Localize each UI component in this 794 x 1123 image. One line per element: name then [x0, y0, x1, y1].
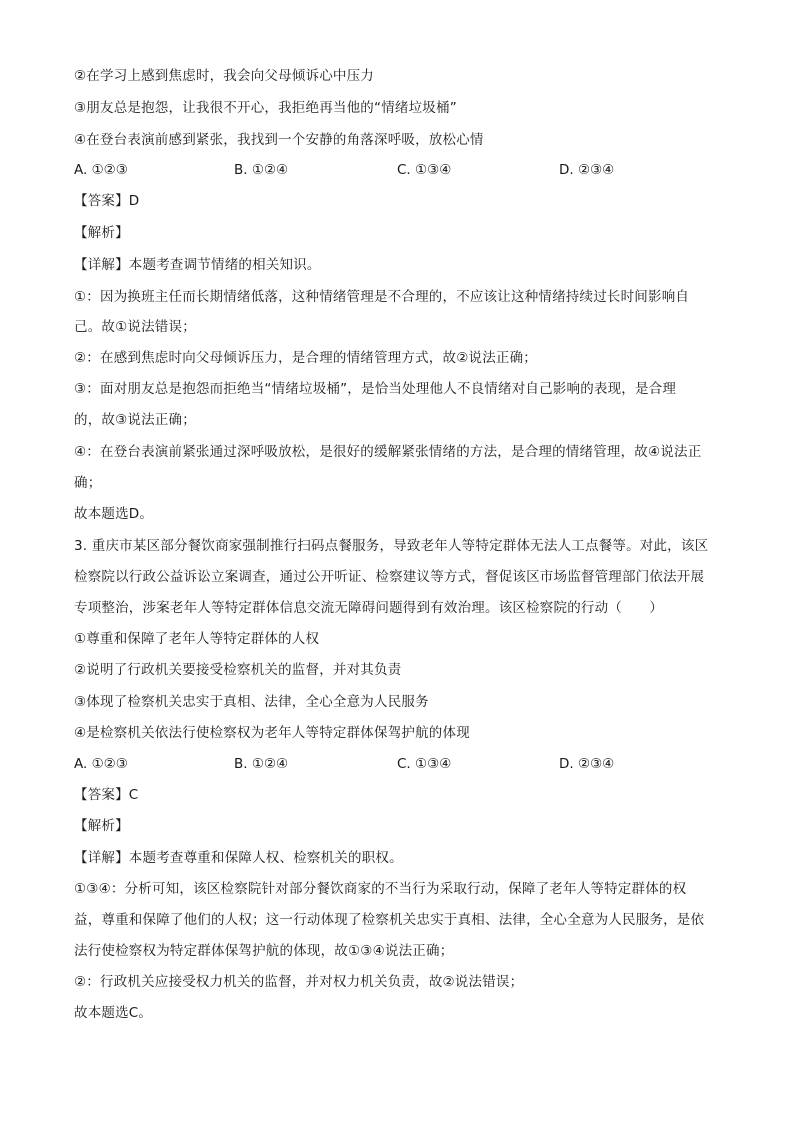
q3-item-4: ④是检察机关依法行使检察权为老年人等特定群体保驾护航的体现: [74, 725, 470, 741]
q3-item-1: ①尊重和保障了老年人等特定群体的人权: [74, 631, 320, 647]
q3-explanation-line: 法行使检察权为特定群体保驾护航的体现，故①③④说法正确；: [74, 943, 454, 959]
q2-explanation-line: 己。故①说法错误；: [74, 319, 196, 335]
q3-options: [74, 755, 734, 773]
q3-explanation-line: 【详解】本题考查尊重和保障人权、检察机关的职权。: [74, 850, 403, 866]
q3-stem-line: 检察院以行政公益诉讼立案调查，通过公开听证、检察建议等方式，督促该区市场监督管理部门依法开展: [74, 569, 705, 585]
q2-option-d: D. ②③④: [559, 162, 615, 178]
q3-explanation-line: 故本题选C。: [74, 1005, 153, 1021]
q3-analysis-label: 【解析】: [74, 818, 129, 834]
q3-stem-line: 专项整治，涉案老年人等特定群体信息交流无障碍问题得到有效治理。该区检察院的行动（ ）: [74, 600, 664, 616]
q2-explanation-line: ②：在感到焦虑时向父母倾诉压力，是合理的情绪管理方式，故②说法正确；: [74, 350, 538, 366]
q2-explanation-line: 的，故③说法正确；: [74, 412, 196, 428]
q2-option-a: A. ①②③: [74, 162, 128, 178]
q3-option-c: C. ①③④: [397, 756, 452, 772]
q2-item-3: ③朋友总是抱怨，让我很不开心，我拒绝再当他的“情绪垃圾桶”: [74, 100, 457, 116]
q3-item-2: ②说明了行政机关要接受检察机关的监督，并对其负责: [74, 662, 402, 678]
q3-option-b: B. ①②④: [234, 756, 289, 772]
q2-option-b: B. ①②④: [234, 162, 289, 178]
q2-item-4: ④在登台表演前感到紧张，我找到一个安静的角落深呼吸，放松心情: [74, 132, 484, 148]
q3-answer: 【答案】C: [74, 787, 139, 803]
q2-explanation-line: ③：面对朋友总是抱怨而拒绝当“情绪垃圾桶”，是恰当处理他人不良情绪对自己影响的表现，是合理: [74, 381, 677, 397]
q2-analysis-label: 【解析】: [74, 225, 129, 241]
q3-explanation-line: ①③④：分析可知，该区检察院针对部分餐饮商家的不当行为采取行动，保障了老年人等特定群体的权: [74, 881, 687, 897]
q3-explanation-line: 益，尊重和保障了他们的人权；这一行动体现了检察机关忠实于真相、法律，全心全意为人民服务，是依: [74, 912, 705, 928]
q2-explanation-line: ①：因为换班主任而长期情绪低落，这种情绪管理是不合理的，不应该让这种情绪持续过长时间影响自: [74, 289, 690, 305]
q2-answer: 【答案】D: [74, 193, 140, 209]
q3-option-a: A. ①②③: [74, 756, 128, 772]
q2-option-c: C. ①③④: [397, 162, 452, 178]
q3-item-3: ③体现了检察机关忠实于真相、法律，全心全意为人民服务: [74, 694, 429, 710]
q3-stem-line: 3. 重庆市某区部分餐饮商家强制推行扫码点餐服务，导致老年人等特定群体无法人工点餐等。对此，该区: [74, 538, 709, 554]
q2-explanation-line: 故本题选D。: [74, 506, 154, 522]
q3-explanation-line: ②：行政机关应接受权力机关的监督，并对权力机关负责，故②说法错误；: [74, 974, 524, 990]
q2-item-2: ②在学习上感到焦虑时，我会向父母倾诉心中压力: [74, 68, 375, 84]
q2-explanation-line: 确；: [74, 475, 102, 491]
q2-explanation-line: 【详解】本题考查调节情绪的相关知识。: [74, 257, 321, 273]
q2-explanation-line: ④：在登台表演前紧张通过深呼吸放松，是很好的缓解紧张情绪的方法，是合理的情绪管理，故④说法正: [74, 444, 702, 460]
q2-options: [74, 161, 734, 179]
q3-option-d: D. ②③④: [559, 756, 615, 772]
